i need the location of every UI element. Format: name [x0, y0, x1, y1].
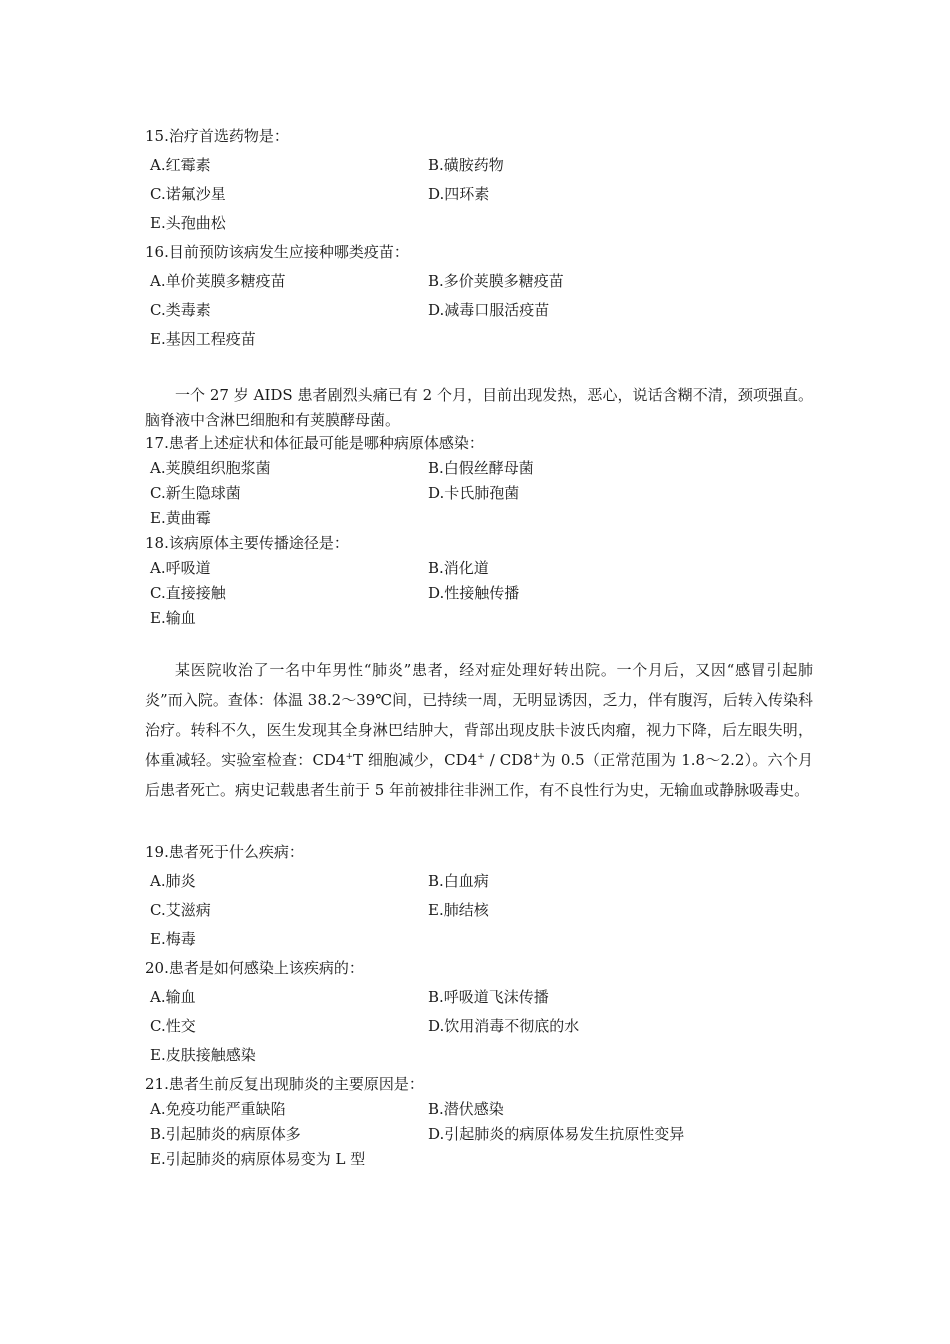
q20-option-a: A.输血	[150, 988, 196, 1006]
q21-option-c: B.引起肺炎的病原体多	[150, 1125, 301, 1143]
q20-option-b: B.呼吸道飞沫传播	[428, 988, 549, 1006]
q17-stem: 17.患者上述症状和体征最可能是哪种病原体感染：	[145, 434, 484, 452]
q15-option-e: E.头孢曲松	[150, 214, 226, 232]
q15-stem: 15.治疗首选药物是：	[145, 127, 289, 145]
q21-stem: 21.患者生前反复出现肺炎的主要原因是：	[145, 1075, 424, 1093]
q16-option-b: B.多价荚膜多糖疫苗	[428, 272, 564, 290]
q20-option-d: D.饮用消毒不彻底的水	[428, 1017, 580, 1035]
case-hiv-part4: 为 0.5（正常范围为 1.8～2.2）。六个月后患者死亡。病史记载患者生前于 5 年前被排往非洲工作，有不良性行为史，无输血或静脉吸毒史。	[145, 751, 813, 799]
q21-option-a: A.免疫功能严重缺陷	[150, 1100, 286, 1118]
q21-option-b: B.潜伏感染	[428, 1100, 504, 1118]
case-hiv-part2: T 细胞减少，CD4	[353, 751, 478, 769]
q19-option-d: E.肺结核	[428, 901, 489, 919]
q20-stem: 20.患者是如何感染上该疾病的：	[145, 959, 364, 977]
q15-option-b: B.磺胺药物	[428, 156, 504, 174]
q16-option-d: D.减毒口服活疫苗	[428, 301, 550, 319]
q16-option-a: A.单价荚膜多糖疫苗	[150, 272, 286, 290]
q18-option-a: A.呼吸道	[150, 559, 211, 577]
q19-stem: 19.患者死于什么疾病：	[145, 843, 304, 861]
q15-option-a: A.红霉素	[150, 156, 211, 174]
q16-stem: 16.目前预防该病发生应接种哪类疫苗：	[145, 243, 409, 261]
q18-stem: 18.该病原体主要传播途径是：	[145, 534, 349, 552]
q19-option-c: C.艾滋病	[150, 901, 211, 919]
case-description-hiv	[145, 655, 813, 805]
q17-option-a: A.荚膜组织胞浆菌	[150, 459, 271, 477]
q18-option-e: E.输血	[150, 609, 196, 627]
case-hiv-part1: 某医院收治了一名中年男性“肺炎”患者，经对症处理好转出院。一个月后，又因“感冒引起肺炎”而入院。查体：体温 38.2～39℃间，已持续一周，无明显诱因，乏力，伴有腹泻，后转入传染科治疗。转科不久，医生发现其全身淋巴结肿大，背部出现皮肤卡波氏肉瘤，视力下降，后左眼失明，体重减轻。实验室检查：CD4	[145, 661, 813, 769]
q19-option-a: A.肺炎	[150, 872, 196, 890]
q17-option-e: E.黄曲霉	[150, 509, 211, 527]
q15-option-d: D.四环素	[428, 185, 490, 203]
q20-option-c: C.性交	[150, 1017, 196, 1035]
case-description-aids	[145, 383, 813, 433]
q17-option-b: B.白假丝酵母菌	[428, 459, 534, 477]
q18-option-b: B.消化道	[428, 559, 489, 577]
case-hiv-part3: / CD8	[484, 751, 533, 769]
case-hiv-sup2: +	[477, 752, 485, 762]
q15-option-c: C.诺氟沙星	[150, 185, 226, 203]
q19-option-b: B.白血病	[428, 872, 489, 890]
q16-option-e: E.基因工程疫苗	[150, 330, 256, 348]
q17-option-c: C.新生隐球菌	[150, 484, 241, 502]
q21-option-d: D.引起肺炎的病原体易发生抗原性变异	[428, 1125, 685, 1143]
q19-option-e: E.梅毒	[150, 930, 196, 948]
q17-option-d: D.卡氏肺孢菌	[428, 484, 520, 502]
case-aids-text: 一个 27 岁 AIDS 患者剧烈头痛已有 2 个月，目前出现发热，恶心，说话含糊不清，颈项强直。脑脊液中含淋巴细胞和有荚膜酵母菌。	[145, 386, 813, 429]
case-hiv-sup3: +	[532, 752, 541, 762]
q18-option-c: C.直接接触	[150, 584, 226, 602]
q20-option-e: E.皮肤接触感染	[150, 1046, 256, 1064]
case-hiv-text	[145, 655, 813, 805]
q21-option-e: E.引起肺炎的病原体易变为 L 型	[150, 1150, 366, 1168]
q16-option-c: C.类毒素	[150, 301, 211, 319]
q18-option-d: D.性接触传播	[428, 584, 520, 602]
case-hiv-sup1: +	[345, 752, 354, 762]
